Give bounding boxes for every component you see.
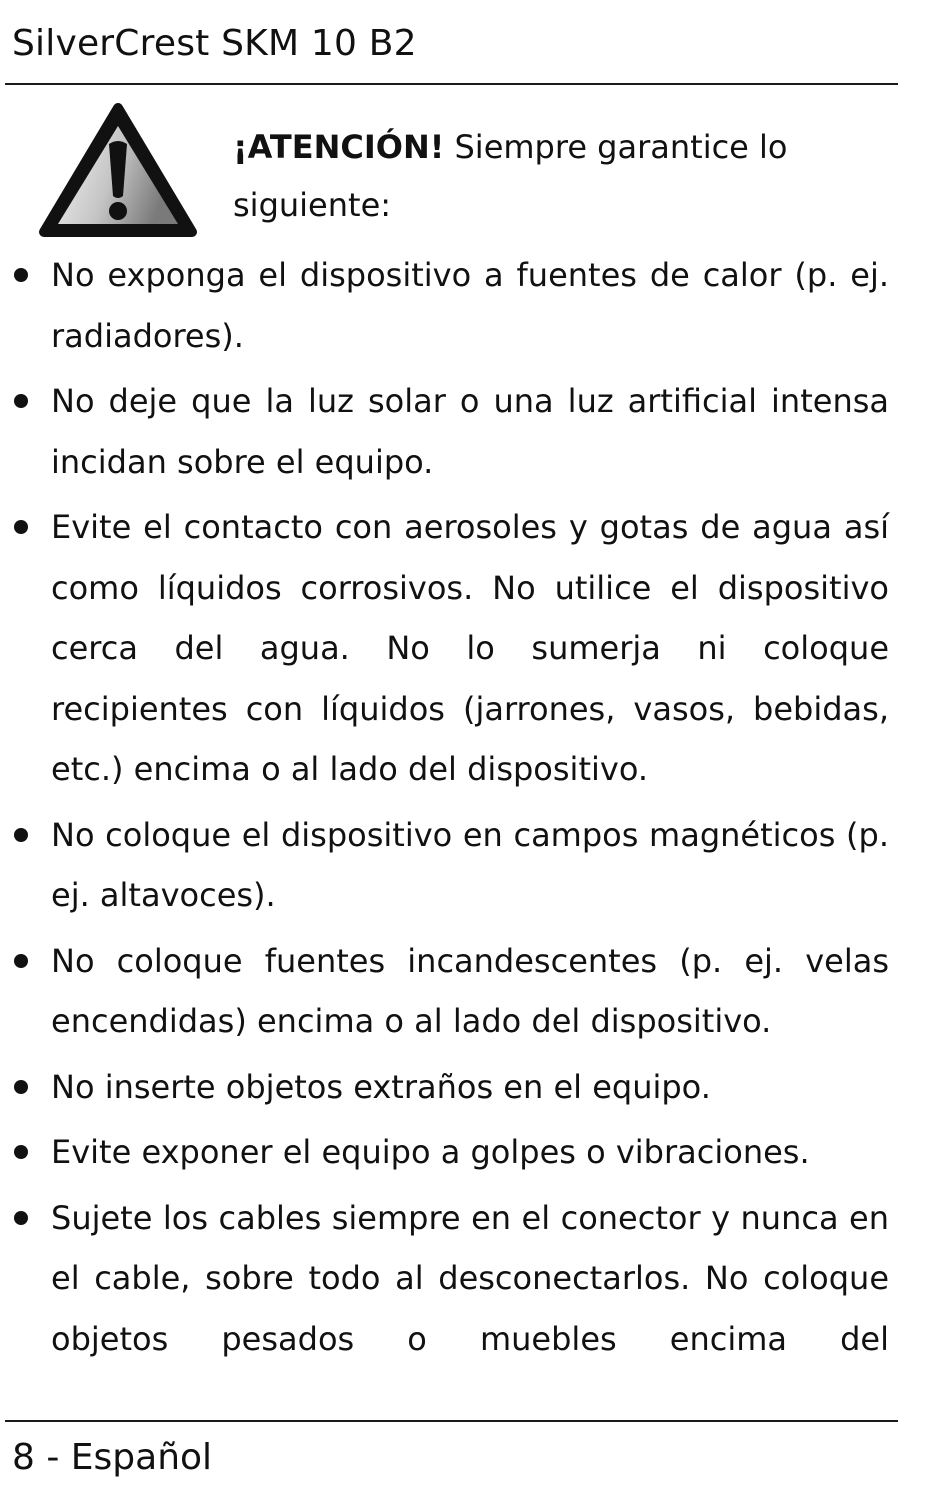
- list-item: [0, 931, 889, 1052]
- list-item: [0, 805, 889, 926]
- warning-triangle-icon: [38, 100, 198, 240]
- list-item-text: Sujete los cables siempre en el conector y nunca en el cable, sobre todo al desconectarlos. No coloque objetos pesados o muebles encima del: [51, 1198, 889, 1358]
- bullet-dot-icon: [14, 1145, 28, 1159]
- list-item-text: No coloque el dispositivo en campos magnéticos (p. ej. altavoces).: [51, 815, 889, 914]
- list-item: [0, 245, 889, 366]
- list-item-text: Evite exponer el equipo a golpes o vibraciones.: [51, 1133, 810, 1171]
- bullet-dot-icon: [14, 268, 28, 282]
- page-footer: 8 - Español: [12, 1437, 213, 1478]
- list-item: [0, 1188, 889, 1370]
- bullet-dot-icon: [14, 828, 28, 842]
- warning-label: ¡ATENCIÓN!: [233, 128, 445, 166]
- header-divider: [5, 83, 898, 85]
- list-item-text: No coloque fuentes incandescentes (p. ej. velas encendidas) encima o al lado del dispositivo.: [51, 941, 889, 1040]
- list-item: [0, 1122, 889, 1183]
- list-item: [0, 1057, 889, 1118]
- bullet-dot-icon: [14, 1211, 28, 1225]
- warning-text: [233, 118, 873, 234]
- list-item: [0, 497, 889, 800]
- footer-divider: [5, 1420, 898, 1422]
- warning-block: [38, 100, 890, 245]
- bullet-dot-icon: [14, 520, 28, 534]
- safety-instructions-list: [0, 245, 900, 1374]
- list-item: [0, 371, 889, 492]
- bullet-dot-icon: [14, 1080, 28, 1094]
- list-item-text: Evite el contacto con aerosoles y gotas de agua así como líquidos corrosivos. No utilice el dispositivo cerca del agua. No lo sumerja ni coloque recipientes con líquidos (jarrones, vasos, bebidas, etc.) encima o al lado del dispositivo.: [51, 508, 889, 788]
- list-item-text: No deje que la luz solar o una luz artificial intensa incidan sobre el equipo.: [51, 382, 889, 481]
- list-item-text: No exponga el dispositivo a fuentes de calor (p. ej. radiadores).: [51, 256, 889, 355]
- list-item-text: No inserte objetos extraños en el equipo.: [51, 1067, 711, 1106]
- warning-message: Siempre garantice lo siguiente:: [233, 128, 788, 224]
- bullet-dot-icon: [14, 954, 28, 968]
- page-header-title: SilverCrest SKM 10 B2: [12, 23, 417, 64]
- bullet-dot-icon: [14, 394, 28, 408]
